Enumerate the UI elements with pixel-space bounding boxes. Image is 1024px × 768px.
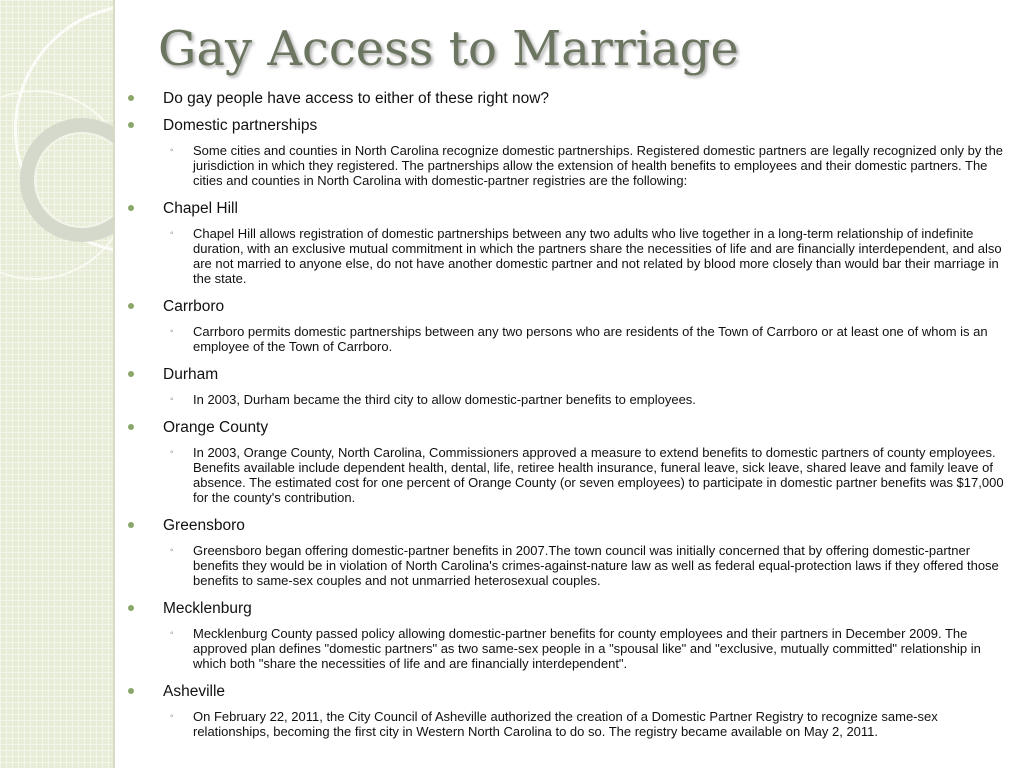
sub-bullet-text xyxy=(128,143,1016,188)
heading-text: Do gay people have access to either of these right now? xyxy=(163,90,550,107)
bullet-dot-icon xyxy=(128,303,134,309)
detail-text: Some cities and counties in North Carolina recognize domestic partnerships. Registered domestic partners are legally recognized only by the jurisdiction in which they registered. The partnerships allow the extension of health benefits to employees and their domestic partners. The cities and counties in North Carolina with domestic-partner registries are the following: xyxy=(193,143,1004,188)
circle-bullet-icon: ◦ xyxy=(170,545,174,556)
bullet-dot-icon xyxy=(128,95,134,101)
bullet-dot-icon xyxy=(128,371,134,377)
heading-text: Mecklenburg xyxy=(163,600,252,617)
heading-text: Orange County xyxy=(163,419,269,436)
bullet-dot-icon xyxy=(128,522,134,528)
list-item xyxy=(128,199,1016,286)
bullet-dot-icon xyxy=(128,605,134,611)
sub-bullet-text xyxy=(128,445,1016,505)
list-item xyxy=(128,89,1016,109)
sub-bullet-text xyxy=(128,324,1016,354)
bullet-heading xyxy=(128,297,1016,317)
circle-bullet-icon: ◦ xyxy=(170,628,174,639)
circle-bullet-icon: ◦ xyxy=(170,228,174,239)
circle-bullet-icon: ◦ xyxy=(170,711,174,722)
heading-text: Chapel Hill xyxy=(163,200,238,217)
list-item xyxy=(128,516,1016,588)
detail-text: Chapel Hill allows registration of domestic partnerships between any two adults who live together in a long-term relationship of indefinite duration, with an exclusive mutual commitment in which the partners share the necessities of life and are financially interdependent, and also are not married to anyone else, do not have another domestic partner and not related by blood more closely than would bar their marriage in the state. xyxy=(193,226,1002,286)
detail-text: Carrboro permits domestic partnerships between any two persons who are residents of the Town of Carrboro or at least one of whom is an employee of the Town of Carrboro. xyxy=(193,324,988,354)
sub-bullet-text xyxy=(128,226,1016,286)
heading-text: Carrboro xyxy=(163,298,225,315)
circle-bullet-icon: ◦ xyxy=(170,145,174,156)
bullet-dot-icon xyxy=(128,424,134,430)
detail-text: On February 22, 2011, the City Council of Asheville authorized the creation of a Domestic Partner Registry to recognize same-sex relationships, becoming the first city in Western North Carolina to do so. The registry became available on May 2, 2011. xyxy=(193,709,938,739)
bullet-dot-icon xyxy=(128,122,134,128)
bullet-dot-icon xyxy=(128,205,134,211)
sub-bullet-text xyxy=(128,709,1016,739)
list-item xyxy=(128,116,1016,188)
list-item xyxy=(128,682,1016,739)
circle-bullet-icon: ◦ xyxy=(170,447,174,458)
bullet-heading xyxy=(128,199,1016,219)
detail-text: In 2003, Durham became the third city to allow domestic-partner benefits to employees. xyxy=(193,392,696,407)
heading-text: Greensboro xyxy=(163,517,245,534)
detail-text: Mecklenburg County passed policy allowing domestic-partner benefits for county employees and their partners in December 2009. The approved plan defines "domestic partners" as two same-sex people in a "spousal like" and "exclusive, mutually committed" relationship in which both "share the necessities of life and are financially interdependent". xyxy=(193,626,981,671)
circle-bullet-icon: ◦ xyxy=(170,394,174,405)
list-item xyxy=(128,599,1016,671)
list-item xyxy=(128,297,1016,354)
bullet-heading xyxy=(128,116,1016,136)
slide-content xyxy=(128,89,1016,739)
bullet-heading xyxy=(128,89,1016,109)
bullet-heading xyxy=(128,682,1016,702)
detail-text: Greensboro began offering domestic-partner benefits in 2007.The town council was initially concerned that by offering domestic-partner benefits they would be in violation of North Carolina's crimes-against-nature law as well as federal equal-protection laws if they offered those benefits to same-sex couples and not unmarried heterosexual couples. xyxy=(193,543,999,588)
detail-text: In 2003, Orange County, North Carolina, Commissioners approved a measure to extend benefits to domestic partners of county employees. Benefits available include dependent health, dental, life, retiree health insurance, funeral leave, sick leave, shared leave and family leave of absence. The estimated cost for one percent of Orange County (or seven employees) to participate in domestic partner benefits was $17,000 for the county's contribution. xyxy=(193,445,1004,505)
sub-bullet-text xyxy=(128,543,1016,588)
bullet-heading xyxy=(128,516,1016,536)
bullet-heading xyxy=(128,599,1016,619)
circle-bullet-icon: ◦ xyxy=(170,326,174,337)
heading-text: Asheville xyxy=(163,683,226,700)
bullet-heading xyxy=(128,365,1016,385)
bullet-dot-icon xyxy=(128,688,134,694)
list-item xyxy=(128,365,1016,407)
sub-bullet-text xyxy=(128,392,1016,407)
sub-bullet-text xyxy=(128,626,1016,671)
decorative-sidebar xyxy=(0,0,115,768)
list-item xyxy=(128,418,1016,505)
slide-title: Gay Access to Marriage xyxy=(158,21,739,77)
heading-text: Domestic partnerships xyxy=(163,117,318,134)
heading-text: Durham xyxy=(163,366,219,383)
bullet-heading xyxy=(128,418,1016,438)
